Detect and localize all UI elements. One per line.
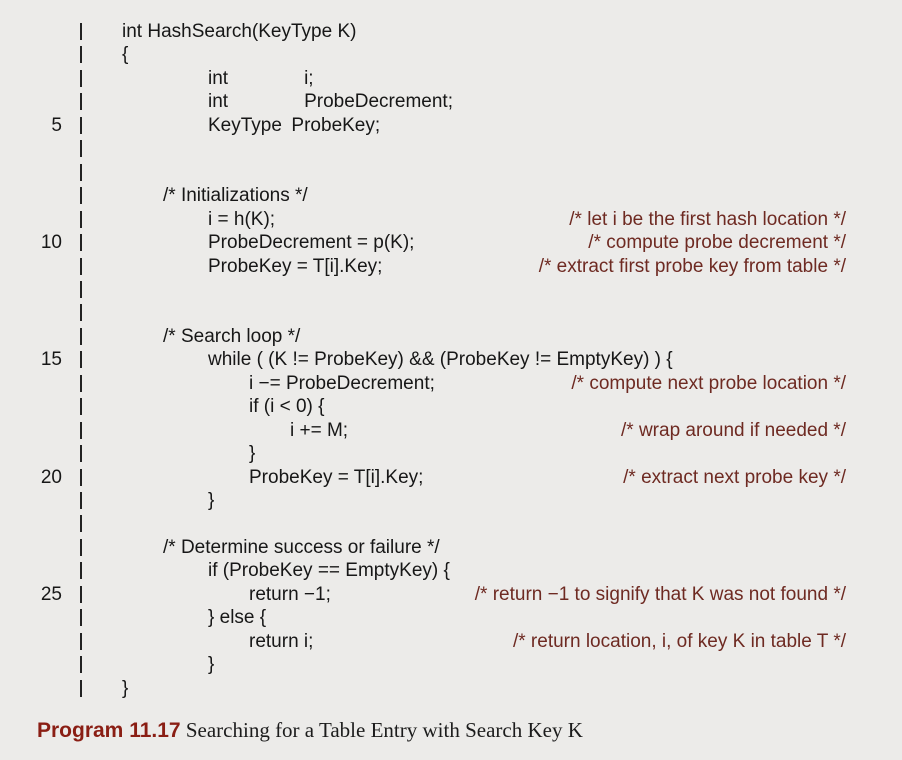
gutter-bar <box>80 469 82 486</box>
gutter-bar <box>80 445 82 462</box>
code-line <box>0 161 902 184</box>
line-number: 25 <box>40 583 62 605</box>
gutter-bar <box>80 492 82 509</box>
gutter-bar <box>80 304 82 321</box>
gutter-bar <box>80 117 82 134</box>
gutter-bar <box>80 680 82 697</box>
code-text: if (i < 0) { <box>249 396 325 418</box>
code-line <box>0 677 902 700</box>
code-text: /* Initializations */ <box>163 185 308 207</box>
code-line <box>0 536 902 559</box>
code-line <box>0 348 902 371</box>
gutter-bar <box>80 281 82 298</box>
code-line <box>0 20 902 43</box>
code-line <box>0 583 902 606</box>
line-number: 5 <box>51 114 62 136</box>
gutter-bar <box>80 234 82 251</box>
gutter-bar <box>80 656 82 673</box>
code-line <box>0 114 902 137</box>
gutter-bar <box>80 164 82 181</box>
code-text: KeyType ProbeKey; <box>208 114 381 136</box>
code-text: ProbeKey = T[i].Key; <box>208 255 383 277</box>
code-comment: /* extract first probe key from table */ <box>538 255 846 277</box>
code-comment: /* compute probe decrement */ <box>588 232 846 254</box>
code-line <box>0 67 902 90</box>
gutter-bar <box>80 70 82 87</box>
code-line <box>0 512 902 535</box>
code-text: if (ProbeKey == EmptyKey) { <box>208 560 450 582</box>
code-text: int HashSearch(KeyType K) <box>122 21 357 42</box>
code-line <box>0 395 902 418</box>
gutter-bar <box>80 46 82 63</box>
code-comment: /* extract next probe key */ <box>623 466 846 488</box>
code-line <box>0 489 902 512</box>
figure-caption <box>37 716 583 745</box>
code-text: i += M; <box>290 419 349 441</box>
code-text: i −= ProbeDecrement; <box>249 372 435 394</box>
code-line <box>0 231 902 254</box>
code-line <box>0 559 902 582</box>
gutter-bar <box>80 633 82 650</box>
code-text: } <box>208 654 215 676</box>
code-text: /* Determine success or failure */ <box>163 536 440 558</box>
code-comment: /* compute next probe location */ <box>571 372 846 394</box>
caption-text: Searching for a Table Entry with Search Key K <box>180 718 583 742</box>
code-line <box>0 419 902 442</box>
gutter-bar <box>80 398 82 415</box>
code-text: while ( (K != ProbeKey) && (ProbeKey != EmptyKey) ) { <box>208 349 673 371</box>
code-text: int i; <box>208 67 314 89</box>
code-line <box>0 442 902 465</box>
code-line <box>0 43 902 66</box>
code-text: ProbeDecrement = p(K); <box>208 232 415 254</box>
code-text: } <box>249 443 256 465</box>
caption-label: Program 11.17 <box>37 719 181 742</box>
code-line <box>0 325 902 348</box>
code-line <box>0 208 902 231</box>
code-comment: /* return −1 to signify that K was not found */ <box>474 583 846 605</box>
code-text: int ProbeDecrement; <box>208 91 453 113</box>
code-line <box>0 137 902 160</box>
line-number: 20 <box>40 466 62 488</box>
line-number: 10 <box>40 232 62 254</box>
gutter-bar <box>80 351 82 368</box>
code-line <box>0 255 902 278</box>
code-text: /* Search loop */ <box>163 325 301 347</box>
gutter-bar <box>80 422 82 439</box>
code-line <box>0 466 902 489</box>
gutter-bar <box>80 609 82 626</box>
line-number: 15 <box>40 349 62 371</box>
code-text: return −1; <box>249 583 331 605</box>
code-text: return i; <box>249 630 314 652</box>
gutter-bar <box>80 562 82 579</box>
gutter-bar <box>80 211 82 228</box>
gutter-bar <box>80 187 82 204</box>
gutter-bar <box>80 140 82 157</box>
code-text: ProbeKey = T[i].Key; <box>249 466 424 488</box>
code-text: { <box>122 44 129 66</box>
code-text: } <box>208 490 215 511</box>
code-comment: /* wrap around if needed */ <box>621 419 846 441</box>
gutter-bar <box>80 93 82 110</box>
code-comment: /* return location, i, of key K in table T */ <box>512 630 846 652</box>
gutter-bar <box>80 23 82 40</box>
code-line <box>0 653 902 676</box>
code-text: i = h(K); <box>208 208 276 230</box>
gutter-bar <box>80 258 82 275</box>
code-line <box>0 184 902 207</box>
code-line <box>0 372 902 395</box>
gutter-bar <box>80 539 82 556</box>
code-line <box>0 630 902 653</box>
code-line <box>0 278 902 301</box>
gutter-bar <box>80 515 82 532</box>
code-text: } <box>122 677 129 699</box>
gutter-bar <box>80 375 82 392</box>
gutter-bar <box>80 586 82 603</box>
code-text: } else { <box>208 607 267 629</box>
gutter-bar <box>80 328 82 345</box>
code-line <box>0 606 902 629</box>
code-line <box>0 301 902 324</box>
code-comment: /* let i be the first hash location */ <box>569 208 846 230</box>
code-line <box>0 90 902 113</box>
